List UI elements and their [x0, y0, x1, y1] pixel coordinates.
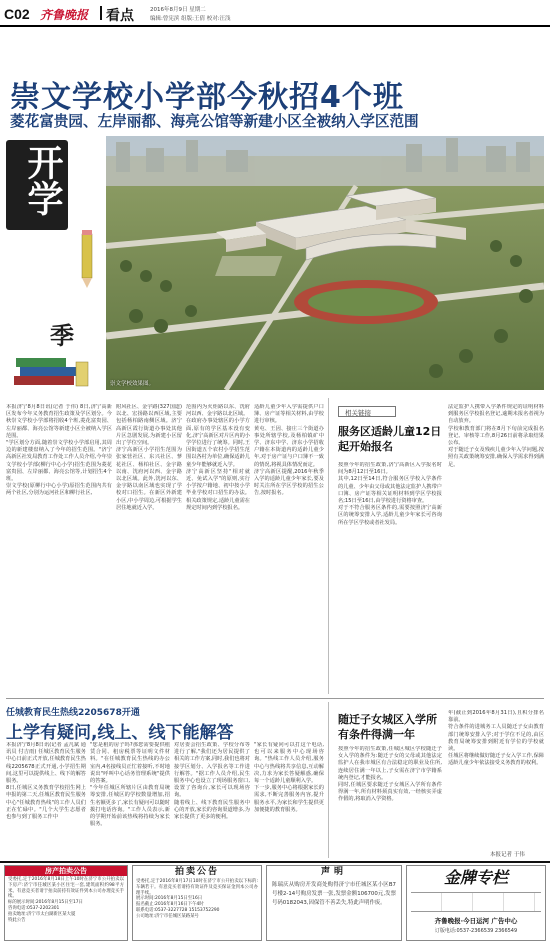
- headline-title: 崇文学校小学部今秋招4个班: [10, 80, 404, 115]
- sidebar2-column-2: 年(截止到2016年8月31日),且积分排名靠前。 符合条件的进城务工人员随迁子女由教育部门统筹安排入学;对于学位不足的,由区教育局统筹安排到附近有学位的学校就读。 任城区将继续做好随迁子女入学工作,保障适龄儿童少年依法接受义务教育的权利。: [448, 710, 544, 767]
- date-line: 2016年8月9日 星期二: [150, 7, 206, 13]
- ad-property-auction-title: 房产拍卖公告: [5, 866, 127, 876]
- ads-rule: [0, 861, 550, 863]
- section-rule: [6, 698, 544, 699]
- headline-subtitle: 菱花富贵园、左岸丽都、海亮公馆等新建小区全被纳入学区范围: [10, 113, 419, 130]
- article2-column-1: 本报济宁8月8日讯(记者 孟凡斌 通讯员 付吉雨) 任城区教育民生服务中心日前正式开放,任城教育民生热线2205678正式开通,小学招生期间,这里可以提供线上、线下的解答服务。 8日,任城区义务教育学校招生网上申报的第二天,任城区教育民生服务中心"任城教育热线"的工作人员们正在忙碌中。"几个大学生志愿者也参与到了服务工作中: [6, 742, 86, 821]
- ad-gold-column: [406, 865, 546, 941]
- column-rule-2: [328, 702, 329, 858]
- ad-auction-title: 拍卖公告: [174, 867, 219, 877]
- sidebar1-title: 服务区适龄儿童12日起开始报名: [338, 425, 442, 453]
- books-icon: [12, 354, 92, 392]
- sidebar1-column-1: 按照今年的招生政策,济宁高新区入学报名时间为8月12日至16日。 其中,12日至14日,符合服务区学校入学条件的儿童、少年由父母或其他法定监护人携带户口簿、房产证等相关证明材料到学区学校报名;15日至16日,由学校进行资格审查。 对于不符合服务区条件的,需要按照济宁高新区的统筹安排入学,适龄儿童少年家长可咨询所在学区学校或者社发局。: [338, 462, 442, 526]
- photo-caption: 崇文学校效果图。: [110, 381, 155, 387]
- ad-property-auction-text: 受委托,定于2016年8月18日上午10时在济宁市公开拍卖以下房产:济宁市任城区某小区住宅一套,建筑面积约98平方米。有意竞买者请于拍卖前持有效证件到本公司办理竞买手续。 标的展示时间:2016年8月15日至17日 咨询电话:0537-2202301 拍卖地址:济宁市太白湖新区某大厦 特此公告: [8, 877, 124, 923]
- sidebar2-column-1: 按照今年的招生政策,任城区城区学校随迁子女入学的条件为:随迁子女的父母或其他法定监护人在我市城区有合法稳定的职业及住所,连续居住满一年以上,子女需在济宁市学籍系统内登记,才能报名。 同时,任城区要求随迁子女城区入学所有条件得满一年,所有材料须真实有效,一经核实弄虚作假的,将取消入学资格。: [338, 746, 442, 803]
- section-name: 看点: [106, 8, 134, 24]
- related-link-label: 相关链接: [345, 409, 371, 417]
- campus-rendering-photo: [106, 136, 544, 390]
- page-header: [0, 0, 550, 26]
- badge-big-text: 开学: [22, 144, 63, 216]
- brand-logo: 齐鲁晚报: [40, 8, 89, 22]
- badge-small-text: 季: [50, 322, 74, 350]
- page-number: C02: [4, 6, 30, 22]
- article1-column-4: 适龄儿童少年入学需提供户口簿、房产证等相关材料,由学校进行审核。 黄屯、王因、接庄三个街道办事处所辖学校,及杨柏镇矿中学、济东中学、济东小学招收户籍在本街道内的适龄儿童少年,对于房产证与户口簿不一致的情况,将视具体情况而定。 济宁高新区提醒,2016年秋季入学的适龄儿童少年家长,要及时关注所在学区学校的招生公告,按时报名。: [254, 404, 324, 497]
- divider-bar: [100, 6, 102, 20]
- ad-gold-column-title: 金牌专栏: [443, 870, 508, 887]
- ad-auction: [132, 865, 262, 941]
- header-rule: [0, 25, 550, 27]
- sidebar2-title: 随迁子女城区入学所有条件得满一年: [338, 713, 437, 741]
- article2-column-2: "您是租的房子吗?那您需要提供租赁合同、租房税票等证明文件材料。"在任城教育民生热线的办公室内,4名接线员正忙着接听,不时地说出"呼叫中心话务管理系统"提供的答案。 "今年任城区所辖片区由教育局统筹安排,任城区的学校数量增加,招生名额更多了,家长有疑问可以随时拨打电话咨询。"工作人员表示,新的学期开始前该热线将持续为家长服务。: [90, 742, 170, 828]
- back-to-school-badge: [6, 140, 104, 392]
- ad-gold-column-phone: 订版电话:0537-2366539 2366549: [434, 928, 518, 934]
- related-link-tag: [338, 406, 396, 417]
- campus-rendering-image: [106, 136, 544, 390]
- ad-gold-column-text: 齐鲁晚报·今日运河 广告中心: [434, 917, 518, 925]
- article2-title: 上学有疑问,线上、线下能解答: [6, 723, 234, 743]
- article1-column-3: 范围内为火炬路以东、洸府河以西、金宇路以北区域。 在政府办事处辖区的小学方面,原有的学区基本没有变化,济宁高新区对片区内的小学学位进行了统筹。同时,王因街道五个农村小学招生范围以各村为单位,确保适龄儿童少年能够就近入学。 济宁高新区坚持"相对就近、免试入学"的原则,实行小学按户籍地、初中按小学毕业学校对口招生的办法。相关政策规定,适龄儿童需在规定时间内到学校报名。: [186, 404, 250, 511]
- sidebar2-reporter: 本报记者 于伟: [490, 852, 525, 858]
- ad-gold-grid: [411, 892, 541, 912]
- ad-auction-text: 受委托,定于2016年8月17日10时在济宁市公开拍卖以下标的:车辆若干。有意竞买者请持有效证件及竞买保证金到本公司办理手续。 展示时间:2016年8月15日至16日 报名截止:2016年8月16日下午4时 联系电话:0537-3227728 15153752290 公司地址:济宁市任城区某路某号: [136, 879, 258, 919]
- article2-column-3: 对居委会招生政策、学校分布等进行了解,"我们还为居民提供了相关的工作方案,同时,我们也将对接学区划分、入学报名等工作进行解答。"据工作人员介绍,民生服务中心也设立了现场服务窗口,设置了咨询台,家长可以现场咨询。 随着线上、线下教育民生服务中心的开放,家长的咨询渠道增多,为家长提供了更多的便利。: [174, 742, 250, 821]
- sidebar1-column-2: 法定监护人携带入学条件规定的证明材料到服务区学校报名登记,逾期未报名者视为自动放弃。 学校和教育部门将在8月下旬前完成报名登记、审核等工作,8月26日前将录取结果公布。 对于随迁子女及残疾儿童少年入学问题,按照有关政策统筹安排,确保入学需求得到满足。: [448, 404, 544, 468]
- pencil-icon: [76, 230, 100, 294]
- editor-line: 编辑:曾宪滨 组版:王倩 校对:汪浅: [150, 16, 231, 22]
- column-rule: [328, 398, 329, 694]
- article1-column-2: 附风社区、金宇路(327国道)以北、宏扬路以西区域,主要包括杨柏路南侧区域。济宁高新区霞行街道办事处其他片区急剧发展,为新建小区留出了学位空间。 济宁高新区小学招生范围为张家营社区、东兴社区、蓼花社区、杨柏社区、金宇路以南、洸府河以西、金宇路以北区域。此外,洸河以东、金宇路以南区域也实现了学校对口招生。在新区外新建小区,中小学周边,可根据学生居住地就近入学。: [116, 404, 182, 511]
- article2-column-4: "家长有疑问可以打这个电话,也可以来服务中心现场咨询。"热线工作人员介绍,服务中心与热线将共享信息,互动解决,力求为家长答疑解惑,确保每一个适龄儿童顺利入学。 下一步,服务中心将根据家长的需求,不断完善服务内容,提升服务水平,为家长和学生提供更加便捷的教育服务。: [254, 742, 324, 813]
- hotline-tag: 任城教育民生热线2205678开通: [6, 708, 140, 718]
- ad-statement-text: 陈瑞庆从购房开发商处购得济宁市任城区某小区B7号楼2-14号购房发票一张,发票金额106700元,发票号码0182043,因保管不善丢失,特此声明作废。: [272, 882, 396, 906]
- article1-column-1: 本报济宁8月8日讯(记者 于伟) 8日,济宁高新区发布今年义务教育招生政策及学区划分。今秋崇文学校小学部将招收4个班,菱花富贵园、左岸丽都、海亮公馆等新建小区全被纳入学区范围。 "学区划分方面,随着崇文学校小学部启用,其周边的新建楼盘纳入了今年的招生范围。"济宁高新区社发局教育工作处工作人员介绍,今年崇文学校小学部(柳行中心小学)招生范围为菱花富贵园、左岸丽都、海亮公馆等,计划招生4个班。 崇文学校(原柳行中心小学)原招生范围内共有两个社区,分别为运河社区和柳行社区,: [6, 404, 112, 497]
- ad-statement-title: 声明: [320, 867, 347, 877]
- ad-property-auction: [4, 865, 128, 941]
- ad-statement: [266, 865, 402, 941]
